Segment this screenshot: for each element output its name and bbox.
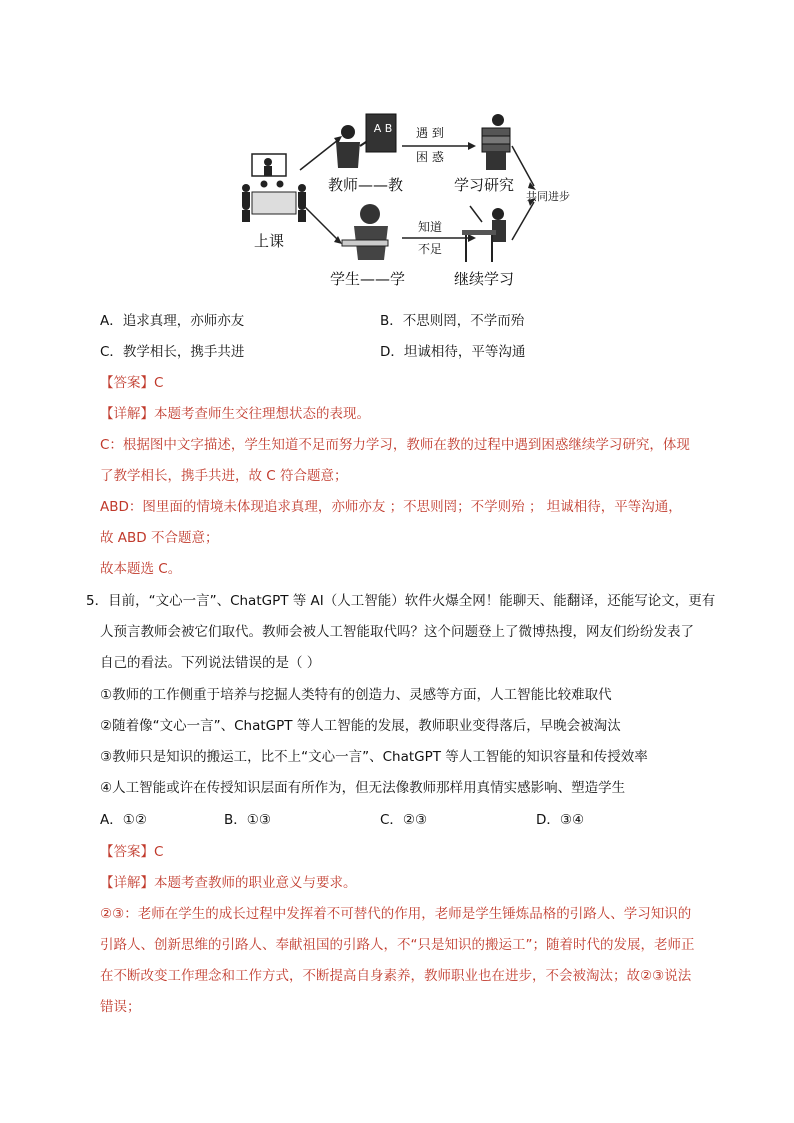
q4-analysis-line: 故本题选 C。	[100, 561, 182, 577]
class-label: 上课	[254, 232, 285, 250]
q5-answer: 【答案】C	[100, 844, 164, 860]
desk-learner-icon	[462, 206, 506, 262]
progress-label: 共同进步	[526, 190, 570, 203]
q5-stem-line: 5．目前，“文心一言”、ChatGPT 等 AI（人工智能）软件火爆全网！能聊天、能翻译，还能写论文，更有	[86, 593, 716, 609]
q4-option-c: C．教学相长，携手共进	[100, 344, 245, 360]
q4-analysis-line: ABD：图里面的情境未体现追求真理，亦师亦友 ；不思则罔；不学则殆 ； 坦诚相待，平等沟通，	[100, 499, 682, 515]
q5-option-b: B．①③	[224, 812, 271, 828]
board-text: A B	[373, 122, 393, 135]
q5-stem-line: 自己的看法。下列说法错误的是（ ）	[100, 655, 321, 671]
q5-option-a: A．①②	[100, 812, 147, 828]
q5-analysis-line: 错误；	[100, 999, 141, 1015]
continue-label: 继续学习	[454, 270, 515, 288]
q4-option-d: D．坦诚相待，平等沟通	[380, 344, 526, 360]
q4-detail-text: 【详解】本题考查师生交往理想状态的表现。	[100, 406, 370, 422]
q5-analysis-line: 在不断改变工作理念和工作方式，不断提高自身素养，教师职业也在进步，不会被淘汰；故②③说法	[100, 968, 692, 984]
q5-stem-line: 人预言教师会被它们取代。教师会被人工智能取代吗？这个问题登上了微博热搜，网友们纷纷发表了	[100, 624, 694, 640]
q4-answer: 【答案】C	[100, 375, 164, 391]
study-label: 学习研究	[454, 176, 515, 194]
q5-detail-intro: 【详解】本题考查教师的职业意义与要求。	[100, 875, 357, 891]
study-person-icon	[482, 114, 510, 170]
arrow-bottom-line1: 知道	[418, 220, 443, 234]
arrow-top-line2: 困 惑	[416, 150, 444, 164]
q5-statement: ②随着像“文心一言”、ChatGPT 等人工智能的发展，教师职业变得落后，早晚会被淘汰	[100, 718, 621, 734]
q4-analysis-line: 了教学相长，携手共进，故 C 符合题意；	[100, 468, 348, 484]
classroom-icon	[242, 154, 306, 222]
q4-analysis-line: C：根据图中文字描述，学生知道不足而努力学习，教师在教的过程中遇到困惑继续学习研究，体现	[100, 437, 690, 453]
arrow-top-line1: 遇 到	[416, 126, 444, 140]
q5-statement: ④人工智能或许在传授知识层面有所作为，但无法像教师那样用真情实感影响、塑造学生	[100, 780, 626, 796]
teacher-label: 教师——教	[328, 176, 404, 194]
q5-option-d: D．③④	[536, 812, 585, 828]
q5-statement: ③教师只是知识的搬运工，比不上“文心一言”、ChatGPT 等人工智能的知识容量和传授效率	[100, 749, 648, 765]
student-label: 学生——学	[330, 270, 406, 288]
q4-analysis-line: 故 ABD 不合题意；	[100, 530, 219, 546]
q5-analysis-line: ②③：老师在学生的成长过程中发挥着不可替代的作用，老师是学生锤炼品格的引路人、学习知识的	[100, 906, 692, 922]
q5-statement: ①教师的工作侧重于培养与挖掘人类特有的创造力、灵感等方面，人工智能比较难取代	[100, 687, 612, 703]
arrow-bottom-line2: 不足	[418, 242, 443, 256]
q4-detail-intro	[100, 405, 370, 423]
student-icon	[342, 204, 388, 260]
illustration-figure	[230, 110, 590, 295]
q5-option-c: C．②③	[380, 812, 428, 828]
q4-option-b: B．不思则罔，不学而殆	[380, 313, 525, 329]
q4-option-a: A．追求真理，亦师亦友	[100, 313, 245, 329]
q5-analysis-line: 引路人、创新思维的引路人、奉献祖国的引路人，不“只是知识的搬运工”；随着时代的发展，老师正	[100, 937, 695, 953]
